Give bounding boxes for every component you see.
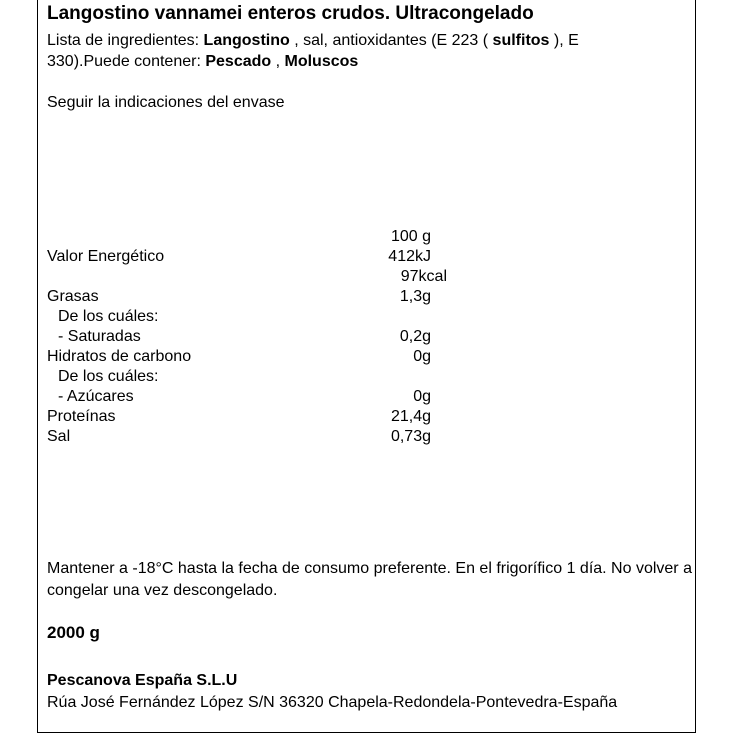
nutrition-value-sugars: 0g (413, 388, 431, 405)
ingredients-prefix: Lista de ingredientes: (47, 32, 204, 49)
nutrition-label-of-which-1: De los cuáles: (58, 308, 159, 325)
nutrition-per-header: 100 g (390, 228, 431, 245)
usage-instructions: Seguir la indicaciones del envase (47, 94, 285, 111)
nutrition-label-sugars: - Azúcares (58, 388, 134, 405)
ingredients-text-3: , (271, 53, 285, 70)
nutrition-label-energy: Valor Energético (47, 248, 165, 265)
allergen-sulfitos: sulfitos (492, 32, 550, 49)
net-weight: 2000 g (47, 623, 100, 642)
nutrition-value-carbs: 0g (413, 348, 431, 365)
ingredients-text-1: , sal, antioxidantes (E 223 ( (289, 32, 493, 49)
nutrition-label-carbs: Hidratos de carbono (47, 348, 192, 365)
allergen-langostino: Langostino (203, 32, 290, 49)
ingredients-text (47, 30, 647, 72)
allergen-moluscos: Moluscos (284, 53, 359, 70)
nutrition-label-salt: Sal (47, 428, 71, 445)
nutrition-value-saturated: 0,2g (399, 328, 431, 345)
nutrition-label-fat: Grasas (47, 288, 99, 305)
nutrition-value-kcal: 97kcal (400, 268, 447, 285)
nutrition-label-of-which-2: De los cuáles: (58, 368, 159, 385)
company-name: Pescanova España S.L.U (47, 672, 238, 689)
nutrition-value-salt: 0,73g (390, 428, 431, 445)
nutrition-label-protein: Proteínas (47, 408, 116, 425)
company-address: Rúa José Fernández López S/N 36320 Chapela-Redondela-Pontevedra-España (47, 694, 618, 711)
ingredients-text-2: ), E 330).Puede contener: (47, 32, 579, 70)
nutrition-label-saturated: - Saturadas (58, 328, 141, 345)
storage-instructions: Mantener a -18°C hasta la fecha de consumo preferente. En el frigorífico 1 día. No volver a congelar una vez descongelado. (47, 560, 692, 599)
nutrition-value-fat: 1,3g (399, 288, 431, 305)
nutrition-value-protein: 21,4g (390, 408, 431, 425)
allergen-pescado: Pescado (205, 53, 272, 70)
product-title: Langostino vannamei enteros crudos. Ultracongelado (47, 3, 534, 24)
nutrition-value-kj: 412kJ (388, 248, 431, 265)
